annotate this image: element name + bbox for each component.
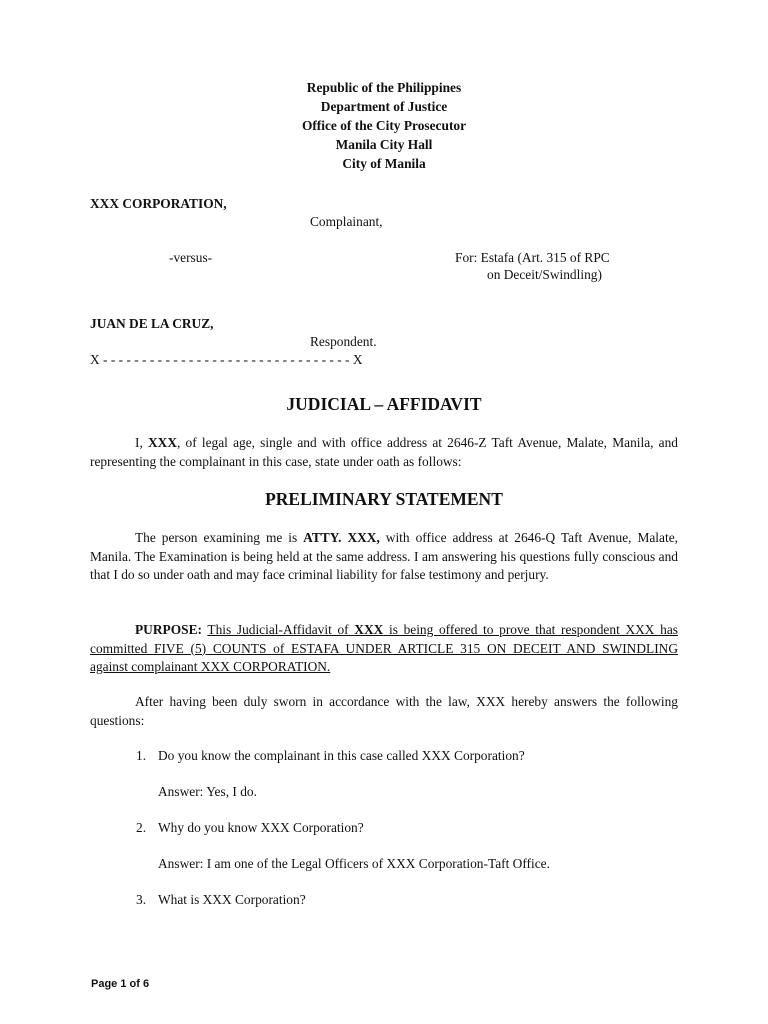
section-title: PRELIMINARY STATEMENT bbox=[265, 489, 503, 509]
header-city-hall: Manila City Hall bbox=[335, 137, 433, 152]
question-text: What is XXX Corporation? bbox=[158, 892, 306, 907]
document-title: JUDICIAL – AFFIDAVIT bbox=[286, 394, 482, 414]
affiant-name: XXX bbox=[148, 435, 178, 450]
statement-text-2: with office address at 2646-Q Taft Avenue, Malate, Manila. The Examination is being held at the same address. I am answering his questions fully conscious and that I do so under oath and may face criminal liability for false testimony and perjury. bbox=[90, 530, 678, 582]
purpose-affiant-name: XXX bbox=[354, 622, 384, 637]
question-text: Why do you know XXX Corporation? bbox=[158, 820, 364, 835]
answer-text: Answer: I am one of the Legal Officers of XXX Corporation-Taft Office. bbox=[158, 856, 550, 871]
question-number: 2. bbox=[136, 820, 147, 835]
intro-paragraph bbox=[90, 434, 678, 471]
question-number: 1. bbox=[136, 748, 147, 763]
complainant-role: Complainant, bbox=[310, 214, 383, 229]
examiner-name: ATTY. XXX, bbox=[303, 530, 380, 545]
purpose-paragraph bbox=[90, 621, 678, 677]
sworn-paragraph bbox=[90, 693, 678, 730]
page-number: Page 1 of 6 bbox=[91, 978, 150, 990]
header-office: Office of the City Prosecutor bbox=[301, 118, 467, 133]
purpose-text-1: This Judicial-Affidavit of bbox=[207, 622, 355, 637]
charge-line-1: For: Estafa (Art. 315 of RPC bbox=[455, 250, 610, 265]
sworn-text: After having been duly sworn in accordance with the law, XXX hereby answers the following questions: bbox=[90, 694, 678, 728]
question-text: Do you know the complainant in this case called XXX Corporation? bbox=[158, 748, 525, 763]
header-department: Department of Justice bbox=[320, 99, 448, 114]
statement-text-1: The person examining me is bbox=[135, 530, 304, 545]
answer-text: Answer: Yes, I do. bbox=[158, 784, 257, 799]
complainant-name: XXX CORPORATION, bbox=[90, 196, 227, 211]
charge-line-2: on Deceit/Swindling) bbox=[487, 267, 602, 282]
respondent-name: JUAN DE LA CRUZ, bbox=[90, 316, 214, 331]
question-number: 3. bbox=[136, 892, 147, 907]
versus-label: -versus- bbox=[169, 250, 213, 265]
respondent-role: Respondent. bbox=[310, 334, 377, 349]
header-republic: Republic of the Philippines bbox=[306, 80, 462, 95]
caption-separator: X - - - - - - - - - - - - - - - - - - - - - - - - - - - - - - - - X bbox=[90, 352, 363, 367]
purpose-label: PURPOSE: bbox=[135, 622, 202, 637]
statement-paragraph bbox=[90, 529, 678, 585]
intro-text-2: , of legal age, single and with office address at 2646-Z Taft Avenue, Malate, Manila, and representing the complainant in this case, state under oath as follows: bbox=[90, 435, 679, 469]
purpose-text-2: is being offered to prove that respondent XXX has committed FIVE (5) COUNTS of ESTAFA UNDER ARTICLE 315 ON DECEIT AND SWINDLING against complainant XXX CORPORATION. bbox=[90, 622, 678, 674]
header-city: City of Manila bbox=[342, 156, 426, 171]
intro-text-1: I, bbox=[135, 435, 148, 450]
